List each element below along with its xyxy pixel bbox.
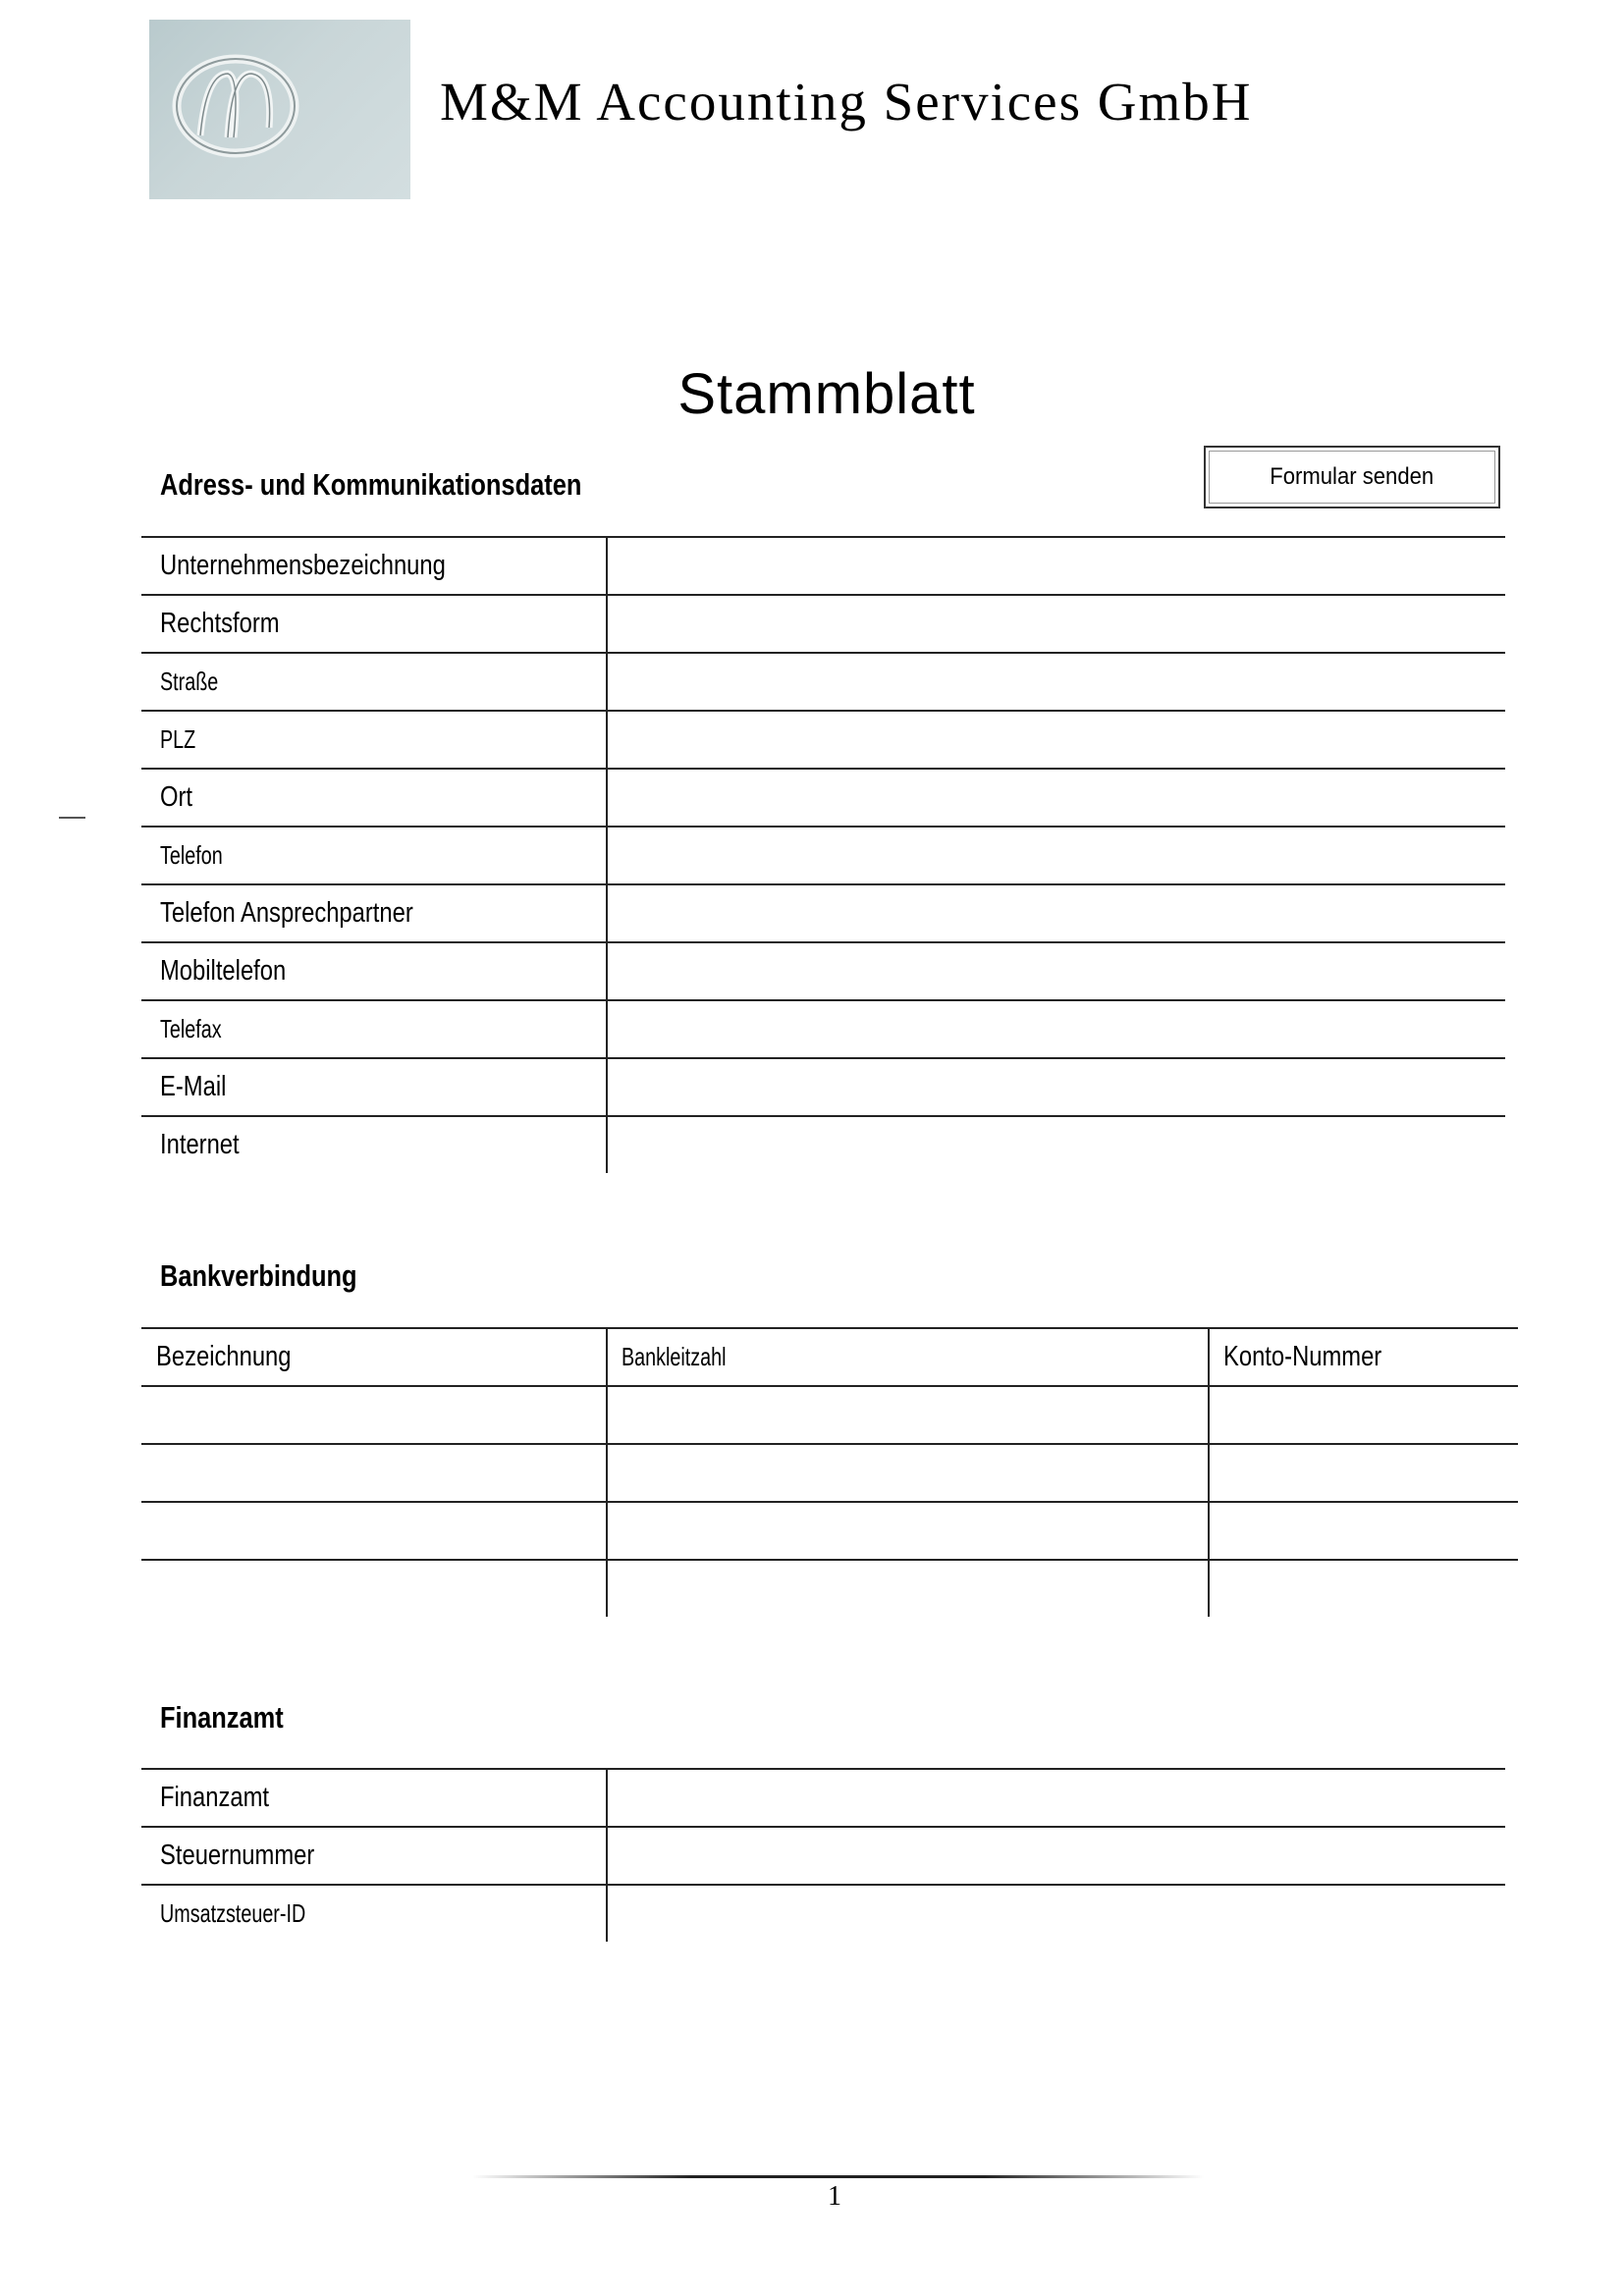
field-label: Steuernummer (160, 1840, 315, 1871)
bank-row (141, 1386, 1518, 1444)
bank-input-cell[interactable] (607, 1386, 1209, 1444)
margin-mark (59, 817, 85, 819)
address-input-cell[interactable] (607, 827, 1505, 884)
field-label: Unternehmensbezeichnung (160, 550, 446, 581)
section-heading-bank: Bankverbindung (160, 1258, 357, 1293)
submit-form-button[interactable] (1204, 446, 1500, 508)
field-label: Telefax (160, 1014, 222, 1043)
column-header-konto-nummer: Konto-Nummer (1223, 1341, 1382, 1372)
tax-label-cell (141, 1885, 607, 1942)
submit-form-button-label: Formular senden (1270, 463, 1435, 490)
address-row (141, 942, 1505, 1000)
address-input-cell[interactable] (607, 769, 1505, 827)
bank-row (141, 1560, 1518, 1617)
tax-input-cell[interactable] (607, 1827, 1505, 1885)
field-label: Ort (160, 781, 193, 813)
field-label: Telefon Ansprechpartner (160, 897, 413, 929)
address-row (141, 884, 1505, 942)
bank-input-cell[interactable] (607, 1444, 1209, 1502)
bank-input-cell[interactable] (1209, 1560, 1518, 1617)
tax-label-cell (141, 1769, 607, 1827)
address-row (141, 1116, 1505, 1173)
tax-row (141, 1885, 1505, 1942)
tax-row (141, 1827, 1505, 1885)
address-row (141, 1058, 1505, 1116)
address-row (141, 537, 1505, 595)
bank-input-cell[interactable] (1209, 1502, 1518, 1560)
address-input-cell[interactable] (607, 1000, 1505, 1058)
bank-input-cell[interactable] (1209, 1444, 1518, 1502)
field-label: Telefon (160, 840, 223, 870)
address-input-cell[interactable] (607, 942, 1505, 1000)
address-row (141, 1000, 1505, 1058)
footer-divider (472, 2175, 1204, 2178)
address-table (141, 536, 1505, 1173)
address-row (141, 595, 1505, 653)
address-input-cell[interactable] (607, 537, 1505, 595)
page-title: Stammblatt (677, 362, 976, 426)
bank-header-row (141, 1328, 1518, 1386)
field-label: Straße (160, 667, 219, 696)
field-label: Umsatzsteuer-ID (160, 1898, 306, 1928)
address-label-cell (141, 884, 607, 942)
section-heading-tax: Finanzamt (160, 1700, 284, 1735)
address-label-cell (141, 1058, 607, 1116)
page-number: 1 (828, 2181, 841, 2212)
address-label-cell (141, 653, 607, 711)
address-label-cell (141, 1116, 607, 1173)
address-input-cell[interactable] (607, 595, 1505, 653)
logo-emblem-icon (149, 20, 410, 199)
address-label-cell (141, 537, 607, 595)
address-input-cell[interactable] (607, 1116, 1505, 1173)
bank-table (141, 1327, 1518, 1617)
company-name: M&M Accounting Services GmbH (440, 72, 1253, 132)
field-label: Rechtsform (160, 608, 280, 639)
address-input-cell[interactable] (607, 653, 1505, 711)
field-label: PLZ (160, 724, 196, 754)
address-row (141, 653, 1505, 711)
bank-input-cell[interactable] (141, 1560, 607, 1617)
bank-row (141, 1502, 1518, 1560)
address-label-cell (141, 1000, 607, 1058)
bank-header-cell (1209, 1328, 1518, 1386)
address-row (141, 769, 1505, 827)
field-label: Finanzamt (160, 1782, 270, 1813)
tax-row (141, 1769, 1505, 1827)
bank-header-cell (141, 1328, 607, 1386)
field-label: Internet (160, 1129, 240, 1160)
bank-row (141, 1444, 1518, 1502)
section-heading-address: Adress- und Kommunikationsdaten (160, 467, 582, 502)
field-label: Mobiltelefon (160, 955, 287, 987)
address-label-cell (141, 711, 607, 769)
tax-input-cell[interactable] (607, 1885, 1505, 1942)
column-header-bezeichnung: Bezeichnung (156, 1341, 292, 1372)
bank-input-cell[interactable] (141, 1386, 607, 1444)
bank-input-cell[interactable] (607, 1560, 1209, 1617)
address-label-cell (141, 769, 607, 827)
address-input-cell[interactable] (607, 1058, 1505, 1116)
address-label-cell (141, 595, 607, 653)
bank-input-cell[interactable] (607, 1502, 1209, 1560)
address-input-cell[interactable] (607, 884, 1505, 942)
tax-table (141, 1768, 1505, 1942)
company-logo (149, 20, 410, 199)
address-row (141, 711, 1505, 769)
bank-input-cell[interactable] (141, 1444, 607, 1502)
tax-label-cell (141, 1827, 607, 1885)
bank-input-cell[interactable] (1209, 1386, 1518, 1444)
address-label-cell (141, 827, 607, 884)
bank-input-cell[interactable] (141, 1502, 607, 1560)
address-row (141, 827, 1505, 884)
field-label: E-Mail (160, 1071, 227, 1102)
tax-input-cell[interactable] (607, 1769, 1505, 1827)
address-label-cell (141, 942, 607, 1000)
address-input-cell[interactable] (607, 711, 1505, 769)
bank-header-cell (607, 1328, 1209, 1386)
column-header-bankleitzahl: Bankleitzahl (622, 1342, 727, 1371)
